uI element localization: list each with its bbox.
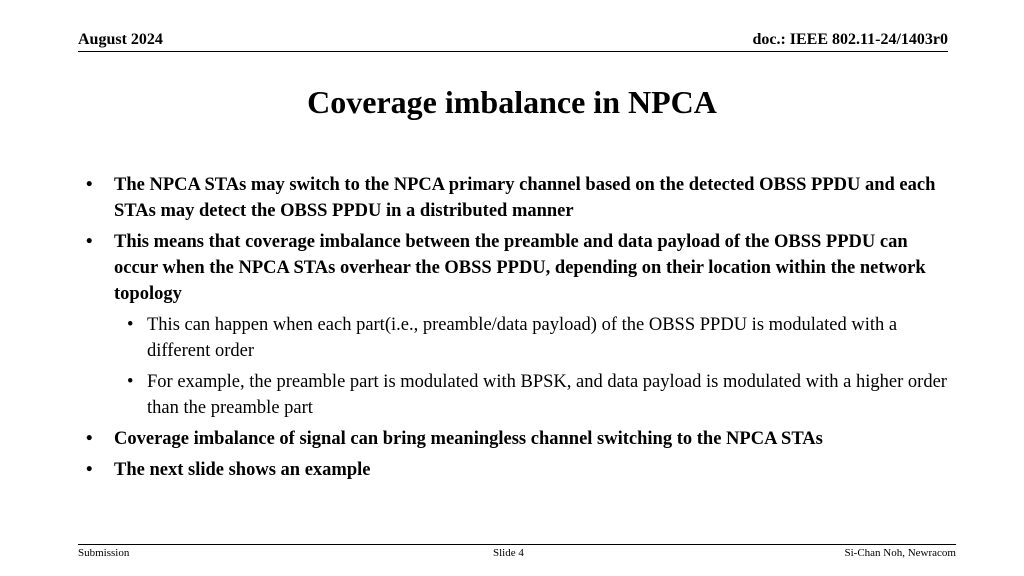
bullet-item-4 bbox=[84, 457, 954, 483]
bullet-text: For example, the preamble part is modulated with BPSK, and data payload is modulated with a higher order than the preamble part bbox=[147, 372, 947, 418]
bullet-marker: • bbox=[86, 175, 93, 195]
footer-submission: Submission bbox=[78, 547, 130, 559]
bullet-marker: • bbox=[127, 315, 134, 335]
footer-author: Si-Chan Noh, Newracom bbox=[844, 547, 956, 559]
header-divider bbox=[78, 51, 948, 52]
sub-bullet-item-1 bbox=[84, 312, 954, 364]
sub-bullet-item-2 bbox=[84, 369, 954, 421]
footer-divider bbox=[78, 544, 956, 545]
bullet-item-3 bbox=[84, 426, 954, 452]
bullet-list bbox=[84, 172, 954, 488]
header-doc-id: doc.: IEEE 802.11-24/1403r0 bbox=[752, 31, 948, 48]
header-date: August 2024 bbox=[78, 31, 163, 48]
bullet-marker: • bbox=[86, 232, 93, 252]
bullet-marker: • bbox=[86, 429, 93, 449]
bullet-text: This can happen when each part(i.e., preamble/data payload) of the OBSS PPDU is modulated with a different order bbox=[147, 315, 898, 361]
bullet-item-1 bbox=[84, 172, 954, 224]
footer-slide-number: Slide 4 bbox=[493, 547, 524, 559]
bullet-text: The NPCA STAs may switch to the NPCA primary channel based on the detected OBSS PPDU and each STAs may detect the OBSS PPDU in a distributed manner bbox=[114, 175, 936, 221]
bullet-text: This means that coverage imbalance between the preamble and data payload of the OBSS PPDU can occur when the NPCA STAs overhear the OBSS PPDU, depending on their location within the network topology bbox=[114, 232, 926, 304]
bullet-marker: • bbox=[127, 372, 134, 392]
bullet-item-2 bbox=[84, 229, 954, 307]
bullet-marker: • bbox=[86, 460, 93, 480]
bullet-text: The next slide shows an example bbox=[114, 460, 371, 480]
bullet-text: Coverage imbalance of signal can bring meaningless channel switching to the NPCA STAs bbox=[114, 429, 823, 449]
slide-title: Coverage imbalance in NPCA bbox=[307, 84, 717, 120]
